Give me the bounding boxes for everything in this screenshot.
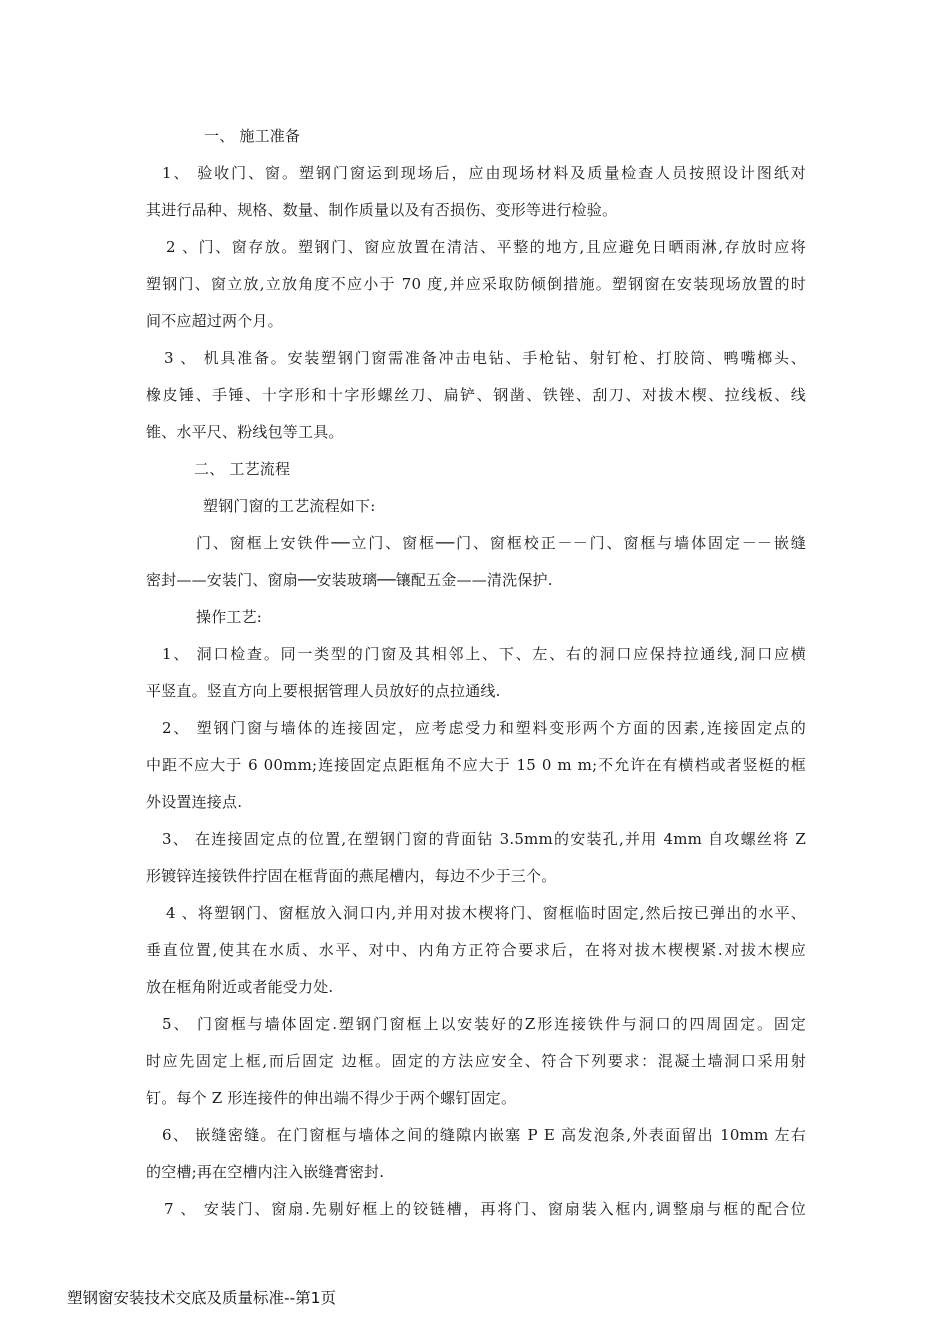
paragraph-line: 间不应超过两个月。 bbox=[146, 312, 283, 330]
paragraph-line: 3 、 机具准备。安装塑钢门窗需准备冲击电钻、手枪钻、射钉枪、打胶筒、鸭嘴榔头、 bbox=[164, 349, 806, 367]
paragraph-line: 放在框角附近或者能受力处. bbox=[146, 978, 334, 996]
paragraph-line: 2 、门、窗存放。塑钢门、窗应放置在清洁、平整的地方,且应避免日晒雨淋,存放时应将 bbox=[166, 238, 806, 256]
paragraph-line: 时应先固定上框,而后固定 边框。固定的方法应安全、符合下列要求：混凝土墙洞口采用射 bbox=[146, 1052, 806, 1070]
paragraph-line: 4 、将塑钢门、窗框放入洞口内,并用对拔木楔将门、窗框临时固定,然后按已弹出的水平、 bbox=[166, 904, 806, 922]
paragraph-line: 7 、 安装门、窗扇.先剔好框上的铰链槽，再将门、窗扇装入框内,调整扇与框的配合位 bbox=[164, 1200, 806, 1218]
paragraph-line: 塑钢门窗的工艺流程如下: bbox=[203, 497, 376, 515]
paragraph-line: 1、 洞口检查。同一类型的门窗及其相邻上、下、左、右的洞口应保持拉通线,洞口应横 bbox=[162, 645, 806, 663]
paragraph-line: 3、 在连接固定点的位置,在塑钢门窗的背面钻 3.5mm的安装孔,并用 4mm 自攻螺丝将 Z bbox=[162, 830, 806, 848]
paragraph-line: 锥、水平尺、粉线包等工具。 bbox=[146, 423, 344, 441]
paragraph-line: 中距不应大于 6 00mm;连接固定点距框角不应大于 15 0 m m;不允许在有横档或者竖梃的框 bbox=[146, 756, 806, 774]
paragraph-line: 平竖直。竖直方向上要根据管理人员放好的点拉通线. bbox=[146, 682, 501, 700]
document-body bbox=[146, 118, 806, 1228]
paragraph-line: 1、 验收门、窗。塑钢门窗运到现场后，应由现场材料及质量检查人员按照设计图纸对 bbox=[162, 164, 806, 182]
section-heading-construction-prep: 一、 施工准备 bbox=[204, 127, 301, 145]
page-footer: 塑钢窗安装技术交底及质量标准--第1页 bbox=[67, 1289, 337, 1307]
paragraph-line: 的空槽;再在空槽内注入嵌缝膏密封. bbox=[146, 1163, 385, 1181]
paragraph-line: 其进行品种、规格、数量、制作质量以及有否损伤、变形等进行检验。 bbox=[146, 201, 618, 219]
paragraph-line: 密封——安装门、窗扇──安装玻璃──镶配五金——清洗保护. bbox=[146, 571, 553, 589]
paragraph-line: 垂直位置,使其在水质、水平、对中、内角方正符合要求后，在将对拔木楔楔紧.对拔木楔应 bbox=[146, 941, 806, 959]
paragraph-line: 6、 嵌缝密缝。在门窗框与墙体之间的缝隙内嵌塞 P E 高发泡条,外表面留出 10mm 左右 bbox=[162, 1126, 806, 1144]
paragraph-line: 5、 门窗框与墙体固定.塑钢门窗框上以安装好的Z形连接铁件与洞口的四周固定。固定 bbox=[162, 1015, 806, 1033]
paragraph-line: 外设置连接点. bbox=[146, 793, 243, 811]
paragraph-line: 2、 塑钢门窗与墙体的连接固定，应考虑受力和塑料变形两个方面的因素,连接固定点的 bbox=[162, 719, 806, 737]
paragraph-line: 形镀锌连接铁件拧固在框背面的燕尾槽内，每边不少于三个。 bbox=[146, 867, 557, 885]
paragraph-line: 门、窗框上安铁件──立门、窗框──门、窗框校正－－门、窗框与墙体固定－－嵌缝 bbox=[196, 534, 806, 552]
section-heading-process-flow: 二、 工艺流程 bbox=[194, 460, 291, 478]
paragraph-line: 钉。每个 Z 形连接件的伸出端不得少于两个螺钉固定。 bbox=[146, 1089, 517, 1107]
subheading-operation: 操作工艺: bbox=[196, 608, 263, 626]
paragraph-line: 橡皮锤、手锤、十字形和十字形螺丝刀、扁铲、钢凿、铁锉、刮刀、对拔木楔、拉线板、线 bbox=[146, 386, 806, 404]
paragraph-line: 塑钢门、窗立放,立放角度不应小于 70 度,并应采取防倾倒措施。塑钢窗在安装现场放置的时 bbox=[146, 275, 806, 293]
